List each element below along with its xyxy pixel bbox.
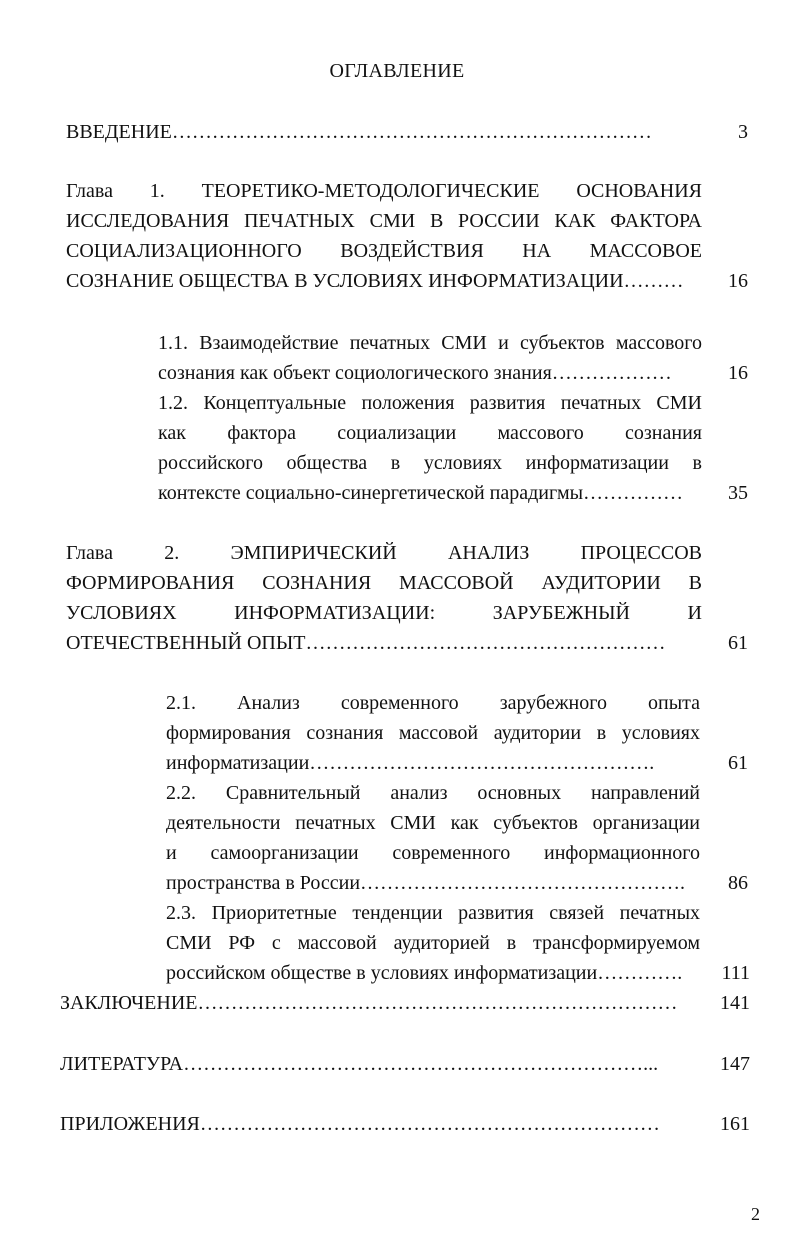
chapter-line: СОЦИАЛИЗАЦИОННОГО ВОЗДЕЙСТВИЯ НА МАССОВОЕ	[66, 240, 702, 262]
toc-section-2-2	[166, 778, 700, 868]
section-line-last: информатизации…………………………………………….	[166, 752, 655, 774]
entry-leader: ……………………………………………………………...	[183, 1053, 659, 1075]
chapter-line: УСЛОВИЯХ ИНФОРМАТИЗАЦИИ: ЗАРУБЕЖНЫЙ И	[66, 602, 702, 624]
toc-section-2-1	[166, 688, 700, 748]
entry-label: ЛИТЕРАТУРА	[60, 1053, 184, 1075]
entry-page: 3	[738, 121, 748, 143]
chapter-line: Глава 2. ЭМПИРИЧЕСКИЙ АНАЛИЗ ПРОЦЕССОВ	[66, 542, 702, 564]
toc-section-2-3	[166, 898, 700, 958]
section-line: 2.2. Сравнительный анализ основных направлений	[166, 782, 700, 804]
toc-entry-appendices	[60, 1109, 660, 1139]
entry-label: ЗАКЛЮЧЕНИЕ	[60, 992, 198, 1014]
section-line-last: пространства в России………………………………………….	[166, 872, 686, 894]
section-line: формирования сознания массовой аудитории в условиях	[166, 722, 700, 744]
section-line-last: российском обществе в условиях информатизации………….	[166, 962, 683, 984]
toc-chapter-2	[66, 538, 702, 628]
toc-chapter-1	[66, 176, 702, 266]
section-line: деятельности печатных СМИ как субъектов организации	[166, 812, 700, 834]
entry-leader: ………………………………………………………………	[171, 121, 652, 143]
entry-page: 35	[728, 482, 748, 504]
section-line: российского общества в условиях информатизации в	[158, 452, 702, 474]
entry-leader: ……………………………………………………………	[199, 1113, 660, 1135]
entry-leader: ………………………………………………………………	[197, 992, 678, 1014]
section-line: как фактора социализации массового сознания	[158, 422, 702, 444]
chapter-line: ИССЛЕДОВАНИЯ ПЕЧАТНЫХ СМИ В РОССИИ КАК ФАКТОРА	[66, 210, 702, 232]
entry-page: 141	[720, 992, 750, 1014]
entry-page: 16	[728, 362, 748, 384]
toc-section-1-1	[158, 328, 702, 358]
entry-page: 111	[721, 962, 750, 984]
section-line: 1.2. Концептуальные положения развития печатных СМИ	[158, 392, 702, 414]
section-line: 1.1. Взаимодействие печатных СМИ и субъектов массового	[158, 332, 702, 354]
chapter-line: Глава 1. ТЕОРЕТИКО-МЕТОДОЛОГИЧЕСКИЕ ОСНОВАНИЯ	[66, 180, 702, 202]
section-line-last: сознания как объект социологического знания………………	[158, 362, 672, 384]
entry-label: ВВЕДЕНИЕ	[66, 121, 172, 143]
entry-page: 61	[728, 632, 748, 654]
chapter-line-last: СОЗНАНИЕ ОБЩЕСТВА В УСЛОВИЯХ ИНФОРМАТИЗАЦИИ………	[66, 270, 684, 292]
section-line: и самоорганизации современного информационного	[166, 842, 700, 864]
section-line: 2.1. Анализ современного зарубежного опыта	[166, 692, 700, 714]
entry-label: ПРИЛОЖЕНИЯ	[60, 1113, 200, 1135]
entry-page: 61	[728, 752, 748, 774]
entry-page: 16	[728, 270, 748, 292]
section-line: СМИ РФ с массовой аудиторией в трансформируемом	[166, 932, 700, 954]
chapter-line-last: ОТЕЧЕСТВЕННЫЙ ОПЫТ………………………………………………	[66, 632, 666, 654]
chapter-line: ФОРМИРОВАНИЯ СОЗНАНИЯ МАССОВОЙ АУДИТОРИИ В	[66, 572, 702, 594]
toc-section-1-2	[158, 388, 702, 478]
section-line-last: контексте социально-синергетической парадигмы……………	[158, 482, 684, 504]
page-number: 2	[751, 1204, 760, 1224]
section-line: 2.3. Приоритетные тенденции развития связей печатных	[166, 902, 700, 924]
entry-page: 147	[720, 1053, 750, 1075]
toc-entry-introduction	[66, 117, 652, 147]
toc-entry-literature	[60, 1049, 658, 1079]
toc-title: ОГЛАВЛЕНИЕ	[329, 60, 465, 82]
entry-page: 86	[728, 872, 748, 894]
toc-entry-conclusion	[60, 988, 677, 1018]
entry-page: 161	[720, 1113, 750, 1135]
